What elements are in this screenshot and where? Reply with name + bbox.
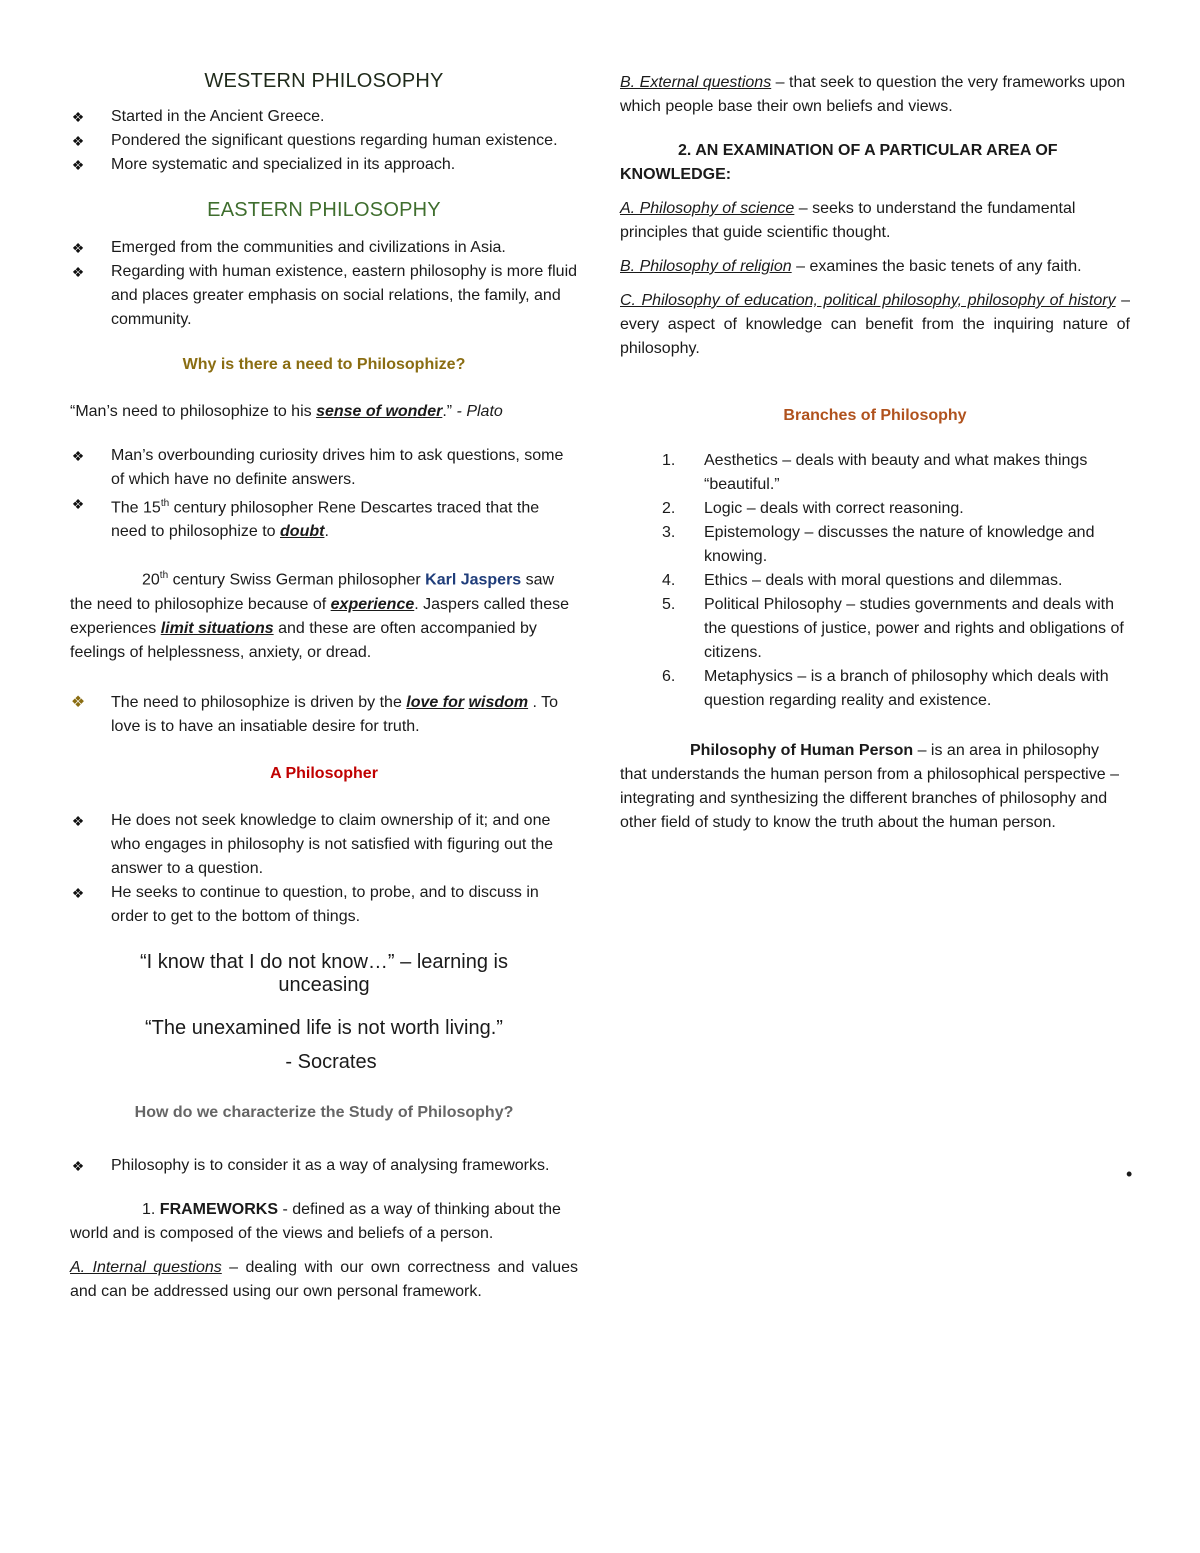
love-bullet-list: [70, 691, 578, 739]
left-column: [70, 60, 578, 1304]
list-item: 4. Ethics – deals with moral questions and dilemmas.: [662, 572, 1063, 589]
diamond-bullet-icon: ❖: [71, 109, 85, 125]
study-bullet-list: [70, 1154, 578, 1178]
religion-paragraph: B. Philosophy of religion – examines the basic tenets of any faith.: [620, 258, 1082, 275]
philosopher-heading: A Philosopher: [270, 764, 378, 782]
diamond-bullet-icon: ❖: [71, 157, 85, 173]
list-item: ❖ Man’s overbounding curiosity drives him to ask questions, some of which have no definite answers.: [70, 444, 578, 492]
diamond-bullet-icon: ❖: [71, 264, 85, 280]
list-item: 1. Aesthetics – deals with beauty and what makes things “beautiful.”: [662, 452, 1088, 493]
why-bullet-list: [70, 444, 578, 544]
list-item: ❖ The need to philosophize is driven by the love for wisdom . To love is to have an insatiable desire for truth.: [70, 691, 578, 739]
western-title: WESTERN PHILOSOPHY: [204, 70, 444, 92]
external-questions-paragraph: B. External questions – that seek to question the very frameworks upon which people base their own beliefs and views.: [620, 74, 1126, 115]
diamond-bullet-icon: ❖: [71, 448, 85, 464]
list-item: ❖ He does not seek knowledge to claim ownership of it; and one who engages in philosophy is not satisfied with figuring out the answer to a question.: [70, 809, 578, 881]
study-heading: How do we characterize the Study of Philosophy?: [134, 1103, 514, 1121]
list-item: ❖ He seeks to continue to question, to probe, and to discuss in order to get to the bottom of things.: [70, 881, 578, 929]
list-item: ❖ Started in the Ancient Greece.: [70, 105, 578, 129]
list-item: ❖ Regarding with human existence, eastern philosophy is more fluid and places greater emphasis on social relations, the family, and community.: [70, 260, 578, 332]
eastern-bullet-list: [70, 236, 578, 332]
list-item: ❖ More systematic and specialized in its approach.: [70, 153, 578, 177]
right-column: [620, 71, 1130, 835]
list-item: 3. Epistemology – discusses the nature of knowledge and knowing.: [662, 524, 1095, 565]
examination-heading: 2. AN EXAMINATION OF A PARTICULAR AREA OF KNOWLEDGE:: [620, 142, 1058, 183]
list-item: 5. Political Philosophy – studies governments and deals with the questions of justice, power and rights and obligations of citizens.: [662, 596, 1124, 661]
diamond-bullet-icon: ❖: [71, 496, 85, 512]
branches-list: [620, 449, 1130, 713]
list-item: 6. Metaphysics – is a branch of philosophy which deals with question regarding reality and existence.: [662, 668, 1109, 709]
why-heading: Why is there a need to Philosophize?: [182, 356, 466, 373]
list-item: ❖ Philosophy is to consider it as a way of analysing frameworks.: [70, 1154, 578, 1178]
eastern-title: EASTERN PHILOSOPHY: [207, 199, 441, 221]
education-paragraph: C. Philosophy of education, political philosophy, philosophy of history – every aspect of knowledge can benefit from the inquiring nature of philosophy.: [620, 292, 1130, 357]
socrates-quote-1: “I know that I do not know…” – learning is unceasing: [140, 950, 508, 996]
internal-questions-paragraph: A. Internal questions – dealing with our own correctness and values and can be addressed using our own personal framework.: [70, 1258, 578, 1300]
stray-bullet: •: [1126, 1164, 1133, 1184]
socrates-quote-2: “The unexamined life is not worth living.”: [145, 1016, 503, 1039]
gold-diamond-bullet-icon: ❖: [70, 693, 86, 711]
philosopher-bullet-list: [70, 809, 578, 929]
list-item: ❖ Emerged from the communities and civilizations in Asia.: [70, 236, 578, 260]
branches-heading: Branches of Philosophy: [783, 407, 967, 424]
jaspers-paragraph: 20th century Swiss German philosopher Karl Jaspers saw the need to philosophize because of experience. Jaspers called these experiences limit situations and these are often accompanied by feelings of helplessness, anxiety, or dread.: [70, 570, 569, 661]
plato-quote: “Man’s need to philosophize to his sense of wonder.” - Plato: [70, 403, 503, 420]
frameworks-paragraph: 1. FRAMEWORKS - defined as a way of thinking about the world and is composed of the views and beliefs of a person.: [70, 1200, 561, 1242]
list-item: ❖ The 15th century philosopher Rene Descartes traced that the need to philosophize to doubt.: [70, 492, 578, 544]
science-paragraph: A. Philosophy of science – seeks to understand the fundamental principles that guide scientific thought.: [620, 200, 1076, 241]
diamond-bullet-icon: ❖: [71, 884, 85, 901]
diamond-bullet-icon: ❖: [71, 1157, 85, 1174]
human-person-paragraph: Philosophy of Human Person – is an area in philosophy that understands the human person from a philosophical perspective – integrating and synthesizing the different branches of philosophy and other field of study to know the truth about the human person.: [620, 742, 1119, 831]
list-item: ❖ Pondered the significant questions regarding human existence.: [70, 129, 578, 153]
diamond-bullet-icon: ❖: [71, 240, 85, 256]
western-bullet-list: [70, 105, 578, 177]
list-item: 2. Logic – deals with correct reasoning.: [662, 500, 964, 517]
diamond-bullet-icon: ❖: [71, 133, 85, 149]
socrates-attribution: - Socrates: [285, 1050, 377, 1073]
diamond-bullet-icon: ❖: [71, 812, 85, 829]
